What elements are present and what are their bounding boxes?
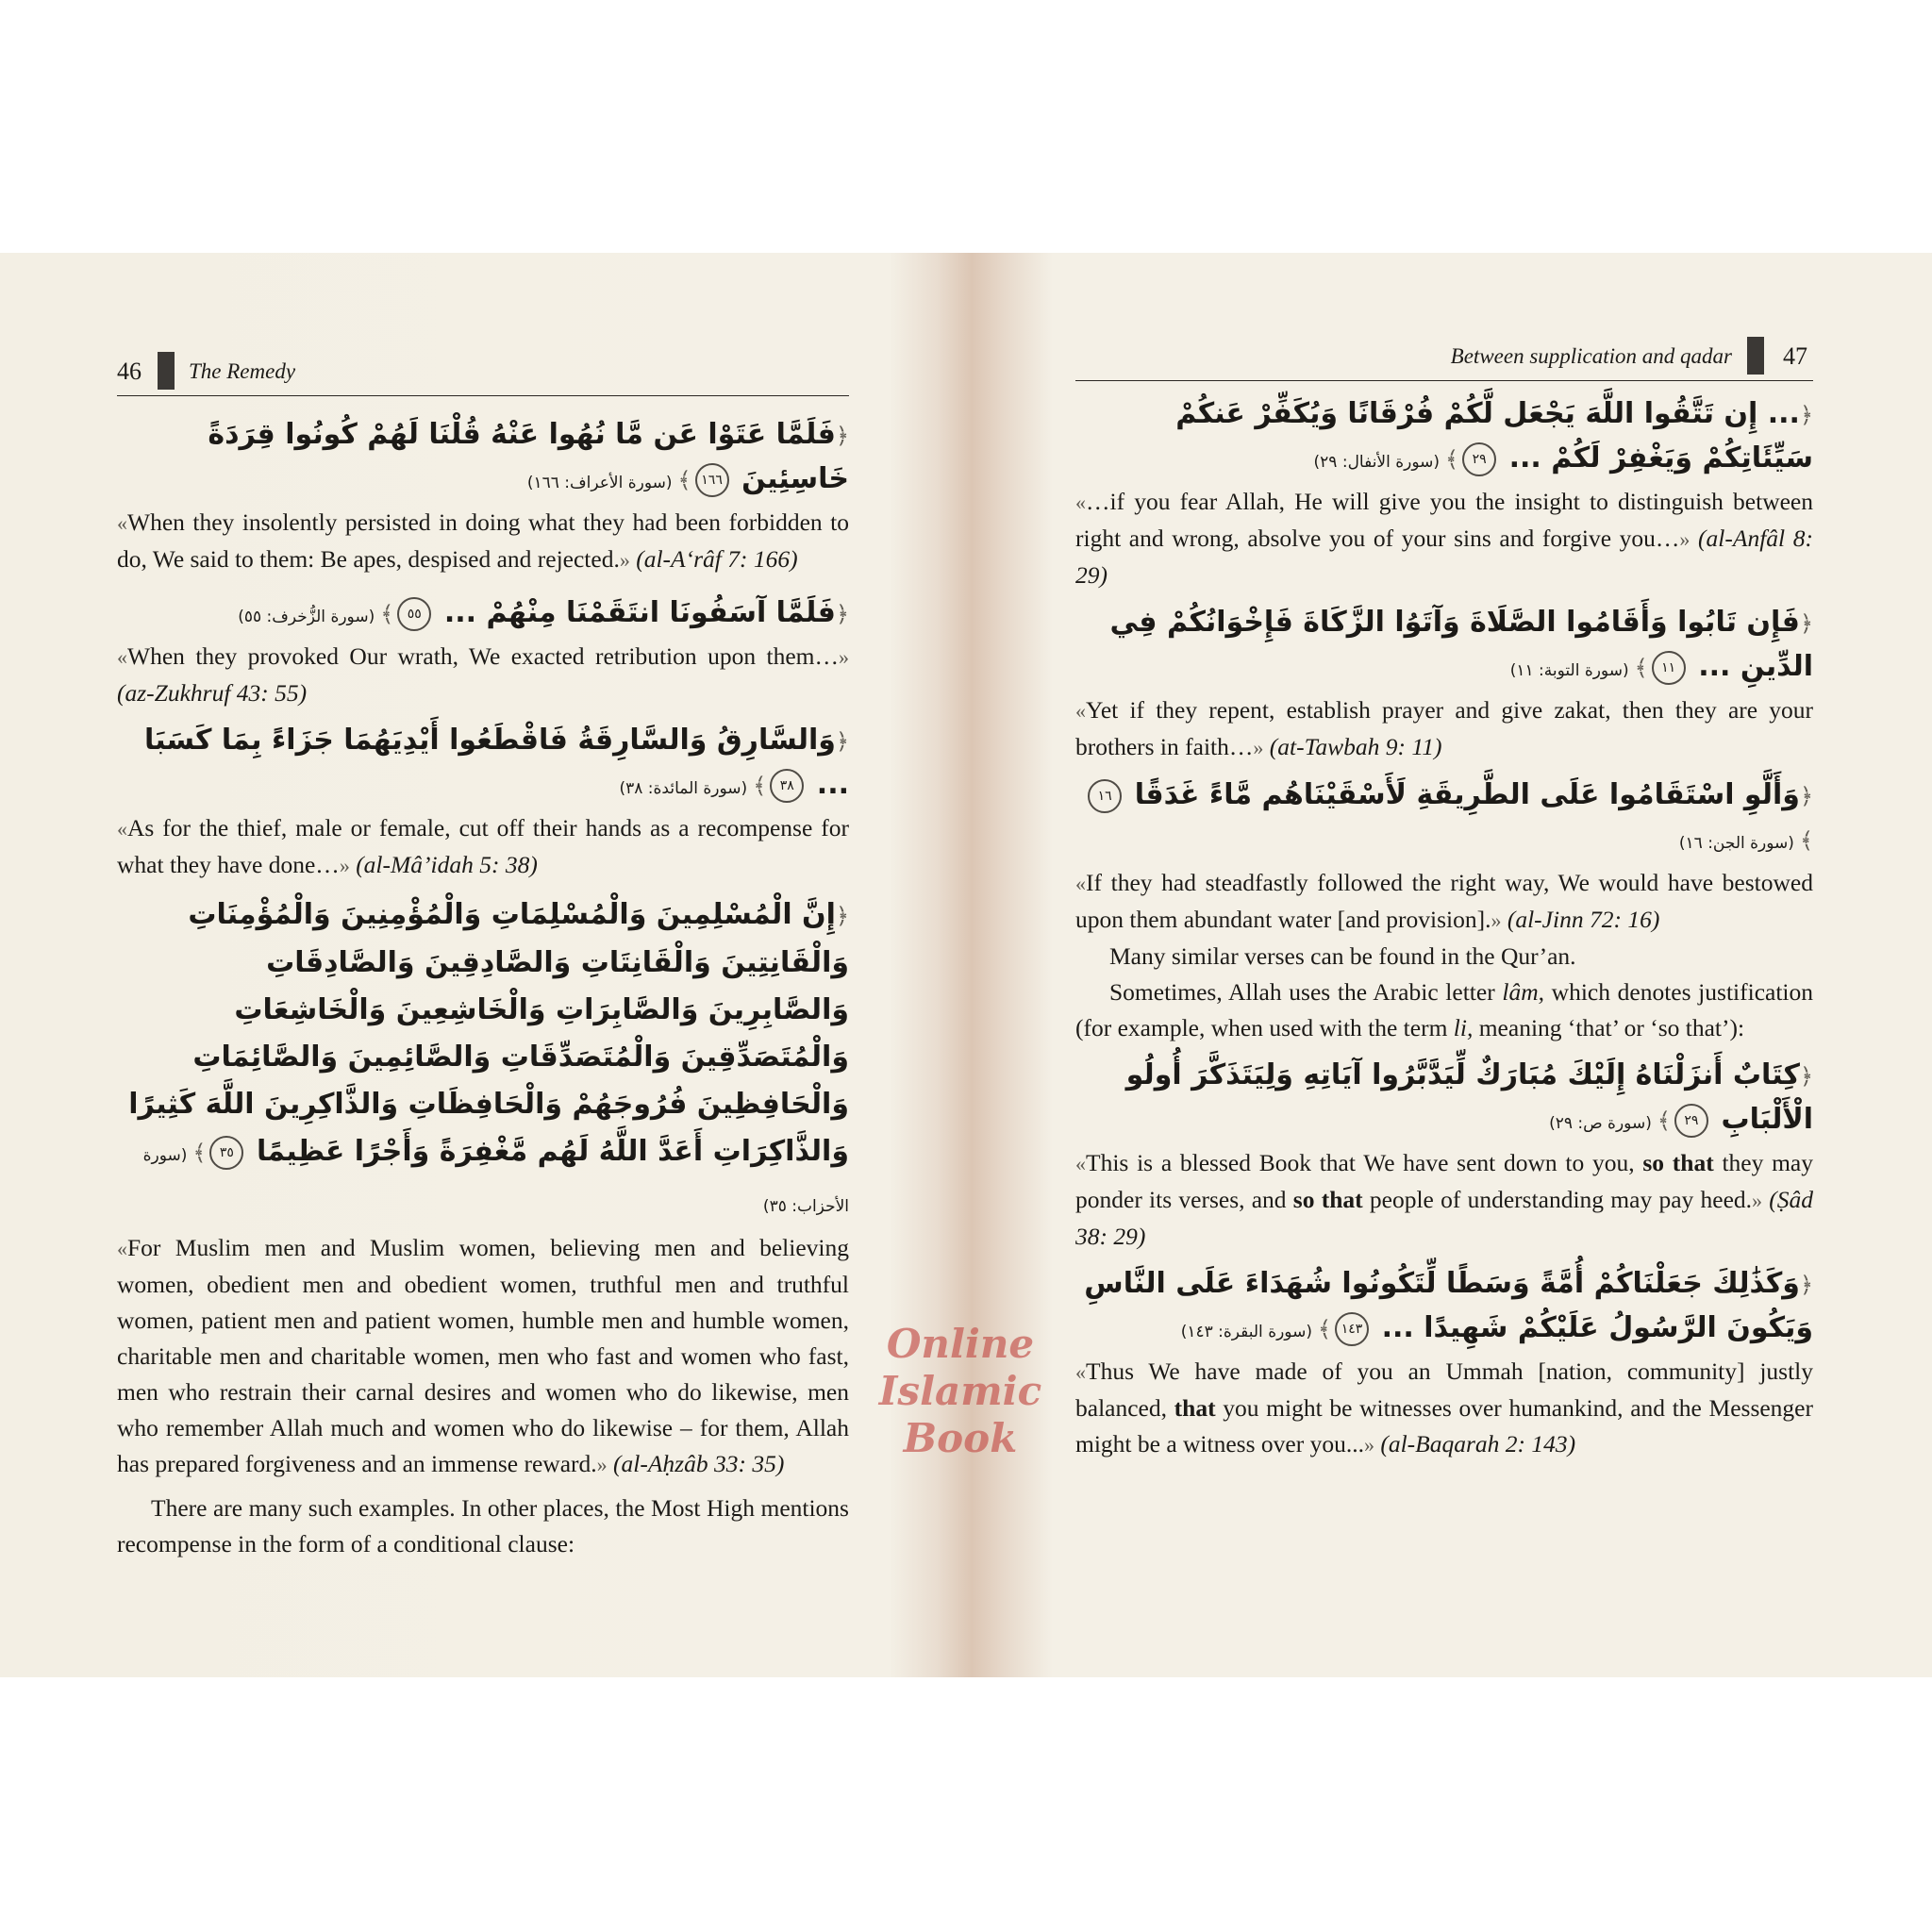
- arabic-reference: (سورة التوبة: ١١): [1509, 661, 1629, 680]
- close-bracket-icon: »: [1752, 1189, 1763, 1212]
- close-bracket-icon: ﴾: [1445, 446, 1459, 473]
- arabic-reference: (سورة البقرة: ١٤٣): [1180, 1323, 1312, 1341]
- translation-reference: (az-Zukhruf 43: 55): [117, 679, 308, 707]
- translation-reference: (al-A‘râf 7: 166): [636, 545, 798, 573]
- open-bracket-icon: ﴿: [1799, 1272, 1813, 1298]
- open-bracket-icon: ﴿: [1799, 402, 1813, 428]
- verse-number: ١٦: [1088, 779, 1122, 813]
- body-paragraph: Sometimes, Allah uses the Arabic letter lâm, which denotes justification (for example, when used with the term li, meaning ‘that’ or ‘so that’):: [1075, 978, 1813, 1041]
- arabic-reference: (سورة الأنفال: ٢٩): [1313, 453, 1441, 472]
- verse-number: ١٦٦: [695, 463, 729, 497]
- running-title: The Remedy: [189, 359, 296, 383]
- close-bracket-icon: »: [619, 548, 630, 572]
- verse-number: ٢٩: [1674, 1104, 1708, 1138]
- watermark: [800, 1321, 1121, 1462]
- arabic-verse: ﴿فَإِن تَابُوا وَأَقَامُوا الصَّلَاةَ وَآتَوُا الزَّكَاةَ فَإِخْوَانُكُمْ فِي الدِّينِ ... ١١﴾(سورة التوبة: ١١): [1109, 606, 1813, 683]
- body-paragraph: There are many such examples. In other places, the Most High mentions recompense in the form of a conditional clause:: [117, 1494, 849, 1557]
- close-bracket-icon: »: [1363, 1433, 1374, 1457]
- arabic-verse: ﴿فَلَمَّا عَتَوْا عَن مَّا نُهُوا عَنْهُ قُلْنَا لَهُمْ كُونُوا قِرَدَةً خَاسِئِينَ ١٦٦﴾(سورة الأعراف: ١٦٦): [208, 418, 849, 495]
- arabic-reference: (سورة الجن: ١٦): [1678, 834, 1794, 853]
- open-bracket-icon: ﴿: [835, 601, 849, 627]
- page-number: 47: [1783, 342, 1807, 370]
- arabic-verse: ﴿إِنَّ الْمُسْلِمِينَ وَالْمُسْلِمَاتِ وَالْمُؤْمِنِينَ وَالْمُؤْمِنَاتِ وَالْقَانِتِينَ وَالْقَانِتَاتِ وَالصَّادِقِينَ وَالصَّادِقَاتِ وَالصَّابِرِينَ وَالصَّابِرَاتِ وَالْخَاشِعِينَ وَالْخَاشِعَاتِ وَالْمُتَصَدِّقِينَ وَالْمُتَصَدِّقَاتِ وَالصَّائِمِينَ وَالصَّائِمَاتِ وَالْحَافِظِينَ فُرُوجَهُمْ وَالْحَافِظَاتِ وَالذَّاكِرِينَ اللَّهَ كَثِيرًا وَالذَّاكِرَاتِ أَعَدَّ اللَّهُ لَهُم مَّغْفِرَةً وَأَجْرًا عَظِيمًا ٣٥﴾(سورة الأحزاب: ٣٥): [128, 898, 849, 1216]
- verse-number: ٢٩: [1462, 442, 1496, 476]
- arabic-reference: (سورة الأحزاب: ٣٥): [142, 1146, 849, 1216]
- translation: «As for the thief, male or female, cut off their hands as a recompense for what they have done…» (al-Mâ’idah 5: 38): [117, 814, 849, 878]
- translation: «If they had steadfastly followed the right way, We would have bestowed upon them abundant water [and provision].» (al-Jinn 72: 16): [1075, 869, 1813, 933]
- header-bar: [158, 352, 175, 390]
- translation: «This is a blessed Book that We have sent down to you, so that they may ponder its verses, and so that people of understanding may pay heed.» (Ṣâd 38: 29): [1075, 1149, 1814, 1250]
- verse-number: ٣٨: [770, 769, 804, 803]
- verse-number: ١٤٣: [1335, 1312, 1369, 1346]
- verse-number: ١١: [1652, 651, 1686, 685]
- open-bracket-icon: «: [1075, 699, 1086, 723]
- translation: «When they provoked Our wrath, We exacted retribution upon them…» (az-Zukhruf 43: 55): [117, 642, 849, 707]
- arabic-verse: ﴿وَكَذَٰلِكَ جَعَلْنَاكُمْ أُمَّةً وَسَطًا لِّتَكُونُوا شُهَدَاءَ عَلَى النَّاسِ وَيَكُونَ الرَّسُولُ عَلَيْكُمْ شَهِيدًا ... ١٤٣﴾(سورة البقرة: ١٤٣): [1084, 1267, 1813, 1344]
- running-head-left: [117, 340, 849, 396]
- watermark-line: Online Islamic: [878, 1321, 1042, 1414]
- right-page: [1075, 253, 1813, 1677]
- translation-reference: (al-Aḥzâb 33: 35): [613, 1450, 785, 1477]
- translation: «When they insolently persisted in doing what they had been forbidden to do, We said to them: Be apes, despised and rejected.» (al-A‘râf 7: 166): [117, 508, 849, 573]
- close-bracket-icon: »: [339, 854, 350, 877]
- open-bracket-icon: ﴿: [835, 423, 849, 449]
- running-title: Between supplication and qadar: [1450, 344, 1732, 368]
- arabic-verse: ﴿وَأَلَّوِ اسْتَقَامُوا عَلَى الطَّرِيقَةِ لَأَسْقَيْنَاهُم مَّاءً غَدَقًا ١٦﴾(سورة الجن: ١٦): [1075, 774, 1813, 865]
- open-bracket-icon: «: [1075, 1152, 1086, 1175]
- open-bracket-icon: ﴿: [835, 728, 849, 755]
- open-bracket-icon: «: [117, 645, 127, 669]
- translation-reference: (al-Anfâl 8: 29): [1075, 525, 1813, 589]
- left-page: [117, 253, 849, 1677]
- open-bracket-icon: ﴿: [1799, 783, 1813, 809]
- header-bar: [1747, 337, 1764, 375]
- watermark-line: Book: [903, 1415, 1018, 1461]
- open-bracket-icon: ﴿: [1799, 1063, 1813, 1090]
- arabic-verse: ﴿فَلَمَّا آسَفُونَا انتَقَمْنَا مِنْهُمْ ... ٥٥﴾(سورة الزُّخرف: ٥٥): [238, 596, 849, 629]
- open-bracket-icon: «: [117, 817, 127, 841]
- body-paragraph: Many similar verses can be found in the Qur’an.: [1109, 942, 1576, 970]
- arabic-reference: (سورة الأعراف: ١٦٦): [526, 474, 673, 492]
- arabic-verse: ﴿كِتَابٌ أَنزَلْنَاهُ إِلَيْكَ مُبَارَكٌ لِّيَدَّبَّرُوا آيَاتِهِ وَلِيَتَذَكَّرَ أُولُو الْأَلْبَابِ ٢٩﴾(سورة ص: ٢٩): [1125, 1058, 1813, 1136]
- running-head-right: [1075, 325, 1813, 381]
- left-page-body: [117, 413, 849, 1562]
- translation: «Thus We have made of you an Ummah [nation, community] justly balanced, that you might be witnesses over humankind, and the Messenger might be a witness over you...» (al-Baqarah 2: 143): [1075, 1357, 1813, 1457]
- close-bracket-icon: ﴾: [753, 773, 767, 799]
- close-bracket-icon: ﴾: [192, 1140, 207, 1166]
- translation: «Yet if they repent, establish prayer and give zakat, then they are your brothers in faith…» (at-Tawbah 9: 11): [1075, 696, 1813, 760]
- close-bracket-icon: »: [1253, 736, 1264, 759]
- page-number: 46: [117, 358, 142, 385]
- translation-reference: (al-Baqarah 2: 143): [1380, 1430, 1576, 1457]
- arabic-verse: ﴿وَالسَّارِقُ وَالسَّارِقَةُ فَاقْطَعُوا أَيْدِيَهُمَا جَزَاءً بِمَا كَسَبَا ... ٣٨﴾(سورة المائدة: ٣٨): [143, 724, 849, 801]
- arabic-reference: (سورة ص: ٢٩): [1549, 1114, 1652, 1133]
- open-bracket-icon: ﴿: [1799, 610, 1813, 637]
- close-bracket-icon: ﴾: [1317, 1316, 1332, 1342]
- close-bracket-icon: ﴾: [1799, 827, 1813, 854]
- arabic-reference: (سورة المائدة: ٣٨): [619, 779, 748, 798]
- right-page-body: [1075, 392, 1813, 1463]
- verse-number: ٥٥: [397, 597, 431, 631]
- book-spread: [0, 253, 1932, 1677]
- translation-reference: (at-Tawbah 9: 11): [1269, 733, 1442, 760]
- open-bracket-icon: «: [1075, 491, 1086, 514]
- close-bracket-icon: ﴾: [1657, 1108, 1671, 1134]
- close-bracket-icon: »: [1679, 527, 1690, 551]
- close-bracket-icon: »: [596, 1453, 608, 1476]
- close-bracket-icon: ﴾: [677, 467, 691, 493]
- translation-reference: (Ṣâd 38: 29): [1075, 1186, 1814, 1250]
- arabic-reference: (سورة الزُّخرف: ٥٥): [238, 608, 375, 626]
- open-bracket-icon: «: [117, 511, 127, 535]
- translation-reference: (al-Jinn 72: 16): [1507, 906, 1660, 933]
- open-bracket-icon: ﴿: [835, 903, 849, 929]
- open-bracket-icon: «: [1075, 1360, 1086, 1384]
- open-bracket-icon: «: [117, 1237, 127, 1260]
- verse-number: ٣٥: [209, 1136, 243, 1170]
- translation-reference: (al-Mâ’idah 5: 38): [356, 851, 538, 878]
- close-bracket-icon: ﴾: [1634, 655, 1648, 681]
- arabic-verse: ﴿... إِن تَتَّقُوا اللَّهَ يَجْعَل لَّكُمْ فُرْقَانًا وَيُكَفِّرْ عَنكُمْ سَيِّئَاتِكُمْ وَيَغْفِرْ لَكُمْ ... ٢٩﴾(سورة الأنفال: ٢٩): [1175, 397, 1813, 475]
- close-bracket-icon: ﴾: [380, 601, 394, 627]
- open-bracket-icon: «: [1075, 872, 1086, 895]
- close-bracket-icon: »: [839, 645, 849, 669]
- close-bracket-icon: »: [1491, 908, 1502, 932]
- translation: «…if you fear Allah, He will give you the insight to distinguish between right and wrong, absolve you of your sins and forgive you…» (al-Anfâl 8: 29): [1075, 488, 1813, 589]
- translation: «For Muslim men and Muslim women, believing men and believing women, obedient men and obedient women, truthful men and truthful women, patient men and patient women, humble men and humble women, charitable men and charitable women, men who fast and women who fast, men who restrain their carnal desires and women who do likewise, men who remember Allah much and women who do likewise – for them, Allah has prepared forgiveness and an immense reward.» (al-Aḥzâb 33: 35): [117, 1234, 849, 1477]
